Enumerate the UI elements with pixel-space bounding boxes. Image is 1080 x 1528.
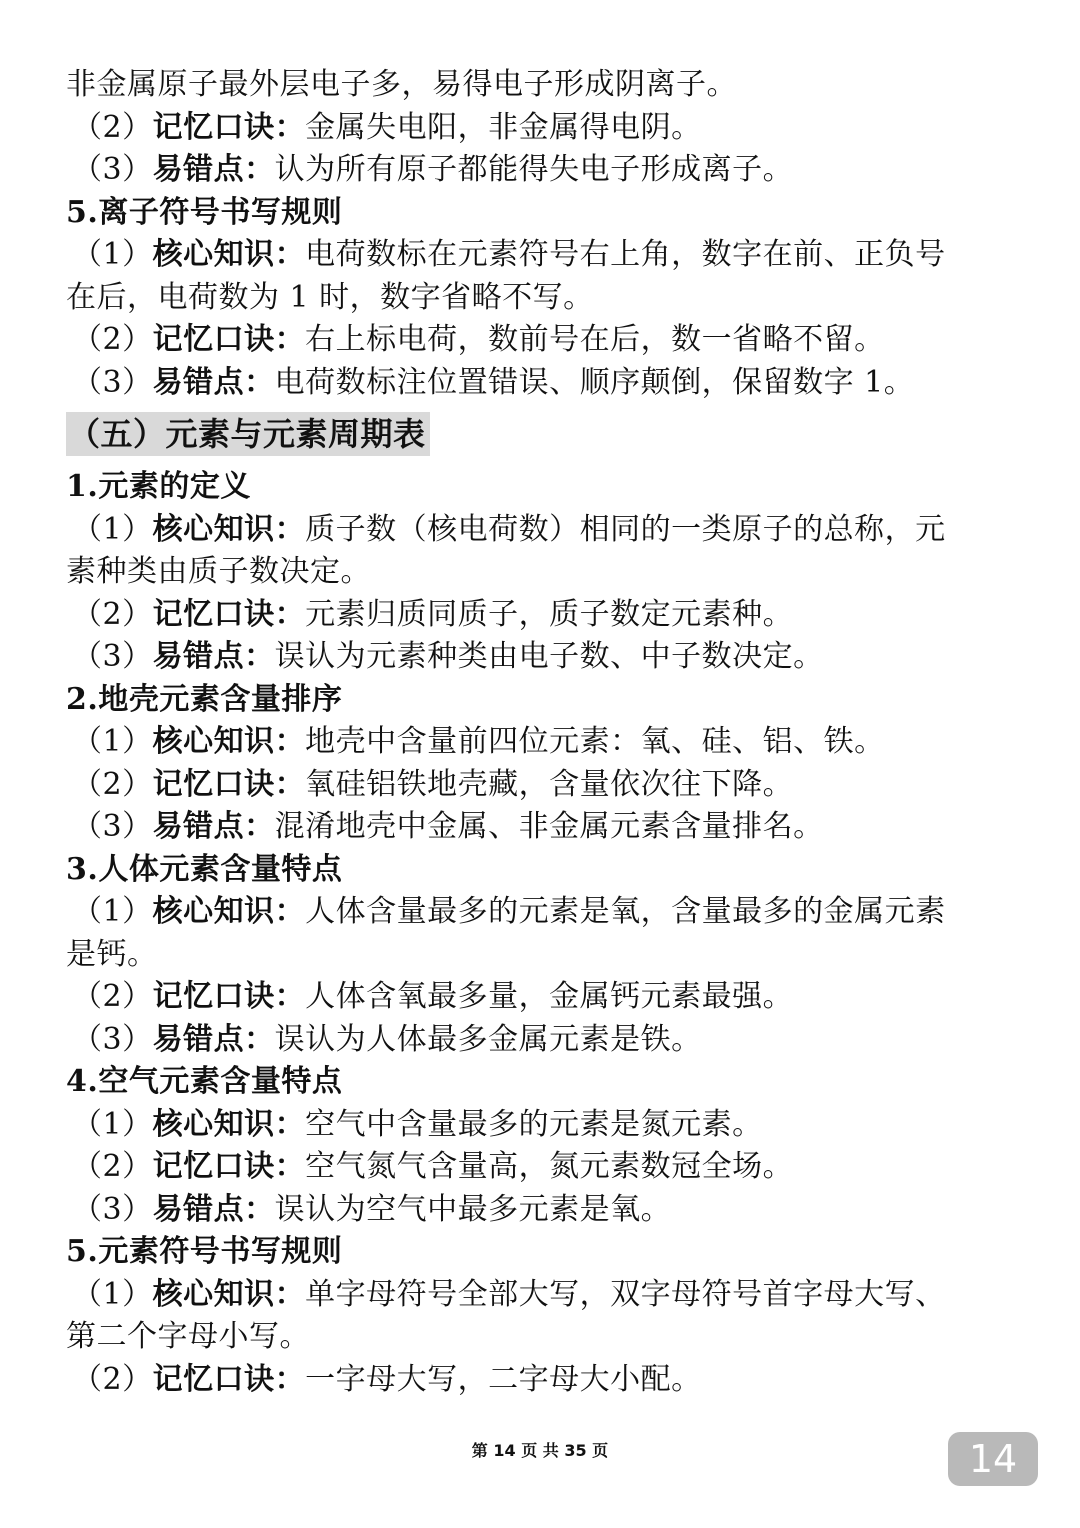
item-number: （2）	[72, 979, 153, 1014]
subsection-heading: 2.地壳元素含量排序	[66, 681, 343, 717]
list-item	[66, 1146, 1016, 1189]
item-text: 人体含氧最多量，金属钙元素最强。	[305, 979, 794, 1014]
item-text: 电荷数标注位置错误、顺序颠倒，保留数字 1。	[274, 364, 915, 400]
item-label	[72, 365, 275, 400]
subsection-heading: 3.人体元素含量特点	[66, 851, 343, 887]
item-label	[72, 152, 275, 187]
subsection-heading: 1.元素的定义	[66, 469, 251, 504]
item-label	[72, 809, 275, 844]
item-label-text: 记忆口诀：	[152, 979, 306, 1014]
list-item	[66, 891, 1016, 934]
page-footer: 第 14 页 共 35 页	[471, 1441, 609, 1460]
item-label-text: 核心知识：	[152, 511, 306, 547]
item-number: （2）	[72, 1361, 153, 1397]
item-text: 金属失电阳，非金属得电阴。	[305, 109, 702, 145]
item-label-text: 记忆口诀：	[152, 109, 306, 145]
list-item	[66, 509, 1016, 552]
item-text: 单字母符号全部大写，双字母符号首字母大写、	[305, 1276, 946, 1312]
text-line: 在后，电荷数为 1 时，数字省略不写。	[66, 279, 594, 315]
item-label-text: 核心知识：	[152, 1276, 306, 1312]
item-number: （1）	[72, 237, 153, 272]
item-number: （2）	[72, 109, 153, 145]
item-number: （3）	[72, 364, 153, 400]
item-label-text: 核心知识：	[152, 894, 306, 929]
item-number: （3）	[72, 152, 153, 187]
list-item	[66, 362, 1016, 405]
item-number: （3）	[72, 1191, 153, 1227]
item-number: （3）	[72, 639, 153, 674]
item-label	[72, 979, 305, 1014]
item-label-text: 易错点：	[152, 364, 275, 400]
item-label-text: 记忆口诀：	[152, 322, 306, 357]
item-number: （1）	[72, 894, 153, 929]
item-label-text: 易错点：	[152, 1021, 275, 1057]
item-label-text: 易错点：	[152, 639, 275, 674]
item-label	[72, 110, 305, 145]
item-label	[72, 597, 305, 632]
item-text: 混淆地壳中金属、非金属元素含量排名。	[274, 809, 824, 844]
item-label	[72, 767, 305, 802]
item-label-text: 核心知识：	[152, 724, 306, 759]
list-item	[66, 594, 1016, 637]
item-label	[72, 894, 305, 929]
item-text: 氧硅铝铁地壳藏，含量依次往下降。	[305, 766, 794, 802]
list-item	[66, 764, 1016, 807]
item-label	[72, 512, 305, 547]
list-item	[66, 1104, 1016, 1147]
list-item	[66, 721, 1016, 764]
item-label	[72, 1107, 305, 1142]
item-text: 电荷数标在元素符号右上角，数字在前、正负号	[305, 237, 946, 272]
item-text: 认为所有原子都能得失电子形成离子。	[274, 152, 794, 187]
item-number: （1）	[72, 1106, 153, 1142]
document-body	[66, 64, 1016, 1401]
item-number: （1）	[72, 1276, 153, 1312]
item-label	[72, 1022, 275, 1057]
item-label-text: 易错点：	[152, 809, 275, 844]
item-label-text: 易错点：	[152, 152, 275, 187]
item-number: （2）	[72, 322, 153, 357]
item-number: （2）	[72, 766, 153, 802]
item-label-text: 核心知识：	[152, 237, 306, 272]
item-number: （3）	[72, 809, 153, 844]
item-number: （3）	[72, 1021, 153, 1057]
section-heading-row	[66, 404, 1016, 466]
item-label	[72, 1192, 275, 1227]
subsection-heading: 4.空气元素含量特点	[66, 1064, 343, 1099]
item-number: （2）	[72, 596, 153, 632]
item-text: 人体含量最多的元素是氧，含量最多的金属元素	[305, 894, 946, 929]
item-text: 误认为元素种类由电子数、中子数决定。	[274, 639, 824, 674]
list-item	[66, 976, 1016, 1019]
list-item	[66, 636, 1016, 679]
list-item	[66, 319, 1016, 362]
text-line: 是钙。	[66, 936, 158, 972]
item-text: 空气氮气含量高，氮元素数冠全场。	[305, 1149, 794, 1184]
item-number: （1）	[72, 724, 153, 759]
subsection-heading: 5.离子符号书写规则	[66, 194, 343, 230]
item-label-text: 记忆口诀：	[152, 766, 306, 802]
item-label	[72, 724, 305, 759]
list-item	[66, 1359, 1016, 1402]
list-item	[66, 149, 1016, 192]
item-label	[72, 237, 305, 272]
text-line: 第二个字母小写。	[66, 1319, 310, 1354]
text-line: 素种类由质子数决定。	[66, 554, 371, 589]
list-item	[66, 806, 1016, 849]
item-label	[72, 1362, 305, 1397]
item-text: 右上标电荷，数前号在后，数一省略不留。	[305, 322, 885, 357]
item-label	[72, 1149, 305, 1184]
item-label-text: 核心知识：	[152, 1106, 306, 1142]
page-number-badge: 14	[948, 1432, 1038, 1486]
item-text: 质子数（核电荷数）相同的一类原子的总称，元	[305, 511, 946, 547]
list-item	[66, 1019, 1016, 1062]
item-label	[72, 1277, 305, 1312]
item-text: 误认为人体最多金属元素是铁。	[274, 1021, 702, 1057]
item-number: （2）	[72, 1149, 153, 1184]
item-text: 地壳中含量前四位元素：氧、硅、铝、铁。	[305, 724, 885, 759]
item-label	[72, 322, 305, 357]
item-label	[72, 639, 275, 674]
text-line: 非金属原子最外层电子多，易得电子形成阴离子。	[66, 67, 737, 102]
item-text: 误认为空气中最多元素是氧。	[274, 1191, 672, 1227]
subsection-heading: 5.元素符号书写规则	[66, 1234, 343, 1269]
list-item	[66, 1274, 1016, 1317]
item-number: （1）	[72, 511, 153, 547]
item-text: 元素归质同质子，质子数定元素种。	[305, 596, 794, 632]
item-label-text: 记忆口诀：	[152, 1149, 306, 1184]
list-item	[66, 1189, 1016, 1232]
item-text: 一字母大写，二字母大小配。	[305, 1361, 702, 1397]
item-label-text: 记忆口诀：	[152, 1361, 306, 1397]
list-item	[66, 107, 1016, 150]
list-item	[66, 234, 1016, 277]
item-label-text: 易错点：	[152, 1191, 275, 1227]
section-heading: （五）元素与元素周期表	[66, 412, 430, 456]
item-text: 空气中含量最多的元素是氮元素。	[305, 1106, 763, 1142]
item-label-text: 记忆口诀：	[152, 596, 306, 632]
